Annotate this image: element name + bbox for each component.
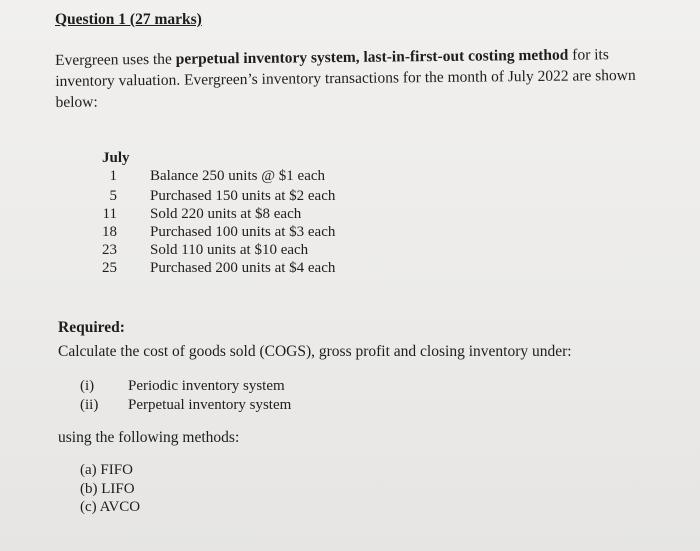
system-text: Perpetual inventory system [128, 397, 292, 413]
month-label: July [102, 150, 130, 166]
transaction-day: 5 [109, 188, 117, 204]
using-methods-text: using the following methods: [58, 429, 240, 446]
transaction-text: Purchased 100 units at $3 each [150, 224, 336, 240]
intro-bold-text: perpetual inventory system, last-in-first-out costing method [175, 46, 569, 68]
calculate-instruction: Calculate the cost of goods sold (COGS), gross profit and closing inventory under: [58, 343, 572, 360]
intro-text-1: Evergreen uses the [55, 50, 176, 69]
method-item: (c) AVCO [80, 499, 141, 515]
intro-paragraph [55, 44, 656, 113]
transaction-text: Balance 250 units @ $1 each [150, 168, 326, 184]
transaction-text: Purchased 200 units at $4 each [150, 260, 336, 276]
transaction-day: 18 [102, 224, 117, 240]
system-text: Periodic inventory system [128, 378, 285, 394]
transaction-day: 11 [102, 206, 117, 222]
transaction-day: 23 [102, 242, 117, 258]
system-number: (i) [80, 378, 95, 394]
intro-text-2: for its inventory valuation. Evergreen’s inventory transactions for the month of July 2022 are shown below: [55, 46, 636, 111]
transaction-text: Purchased 150 units at $2 each [150, 188, 336, 204]
method-item: (a) FIFO [80, 462, 133, 478]
question-title: Question 1 (27 marks) [55, 11, 202, 28]
transaction-day: 1 [109, 168, 117, 184]
transaction-day: 25 [102, 260, 117, 276]
system-number: (ii) [80, 397, 99, 413]
transaction-text: Sold 110 units at $10 each [150, 242, 309, 258]
required-heading: Required: [58, 319, 125, 336]
transaction-text: Sold 220 units at $8 each [150, 206, 302, 222]
method-item: (b) LIFO [80, 481, 135, 497]
